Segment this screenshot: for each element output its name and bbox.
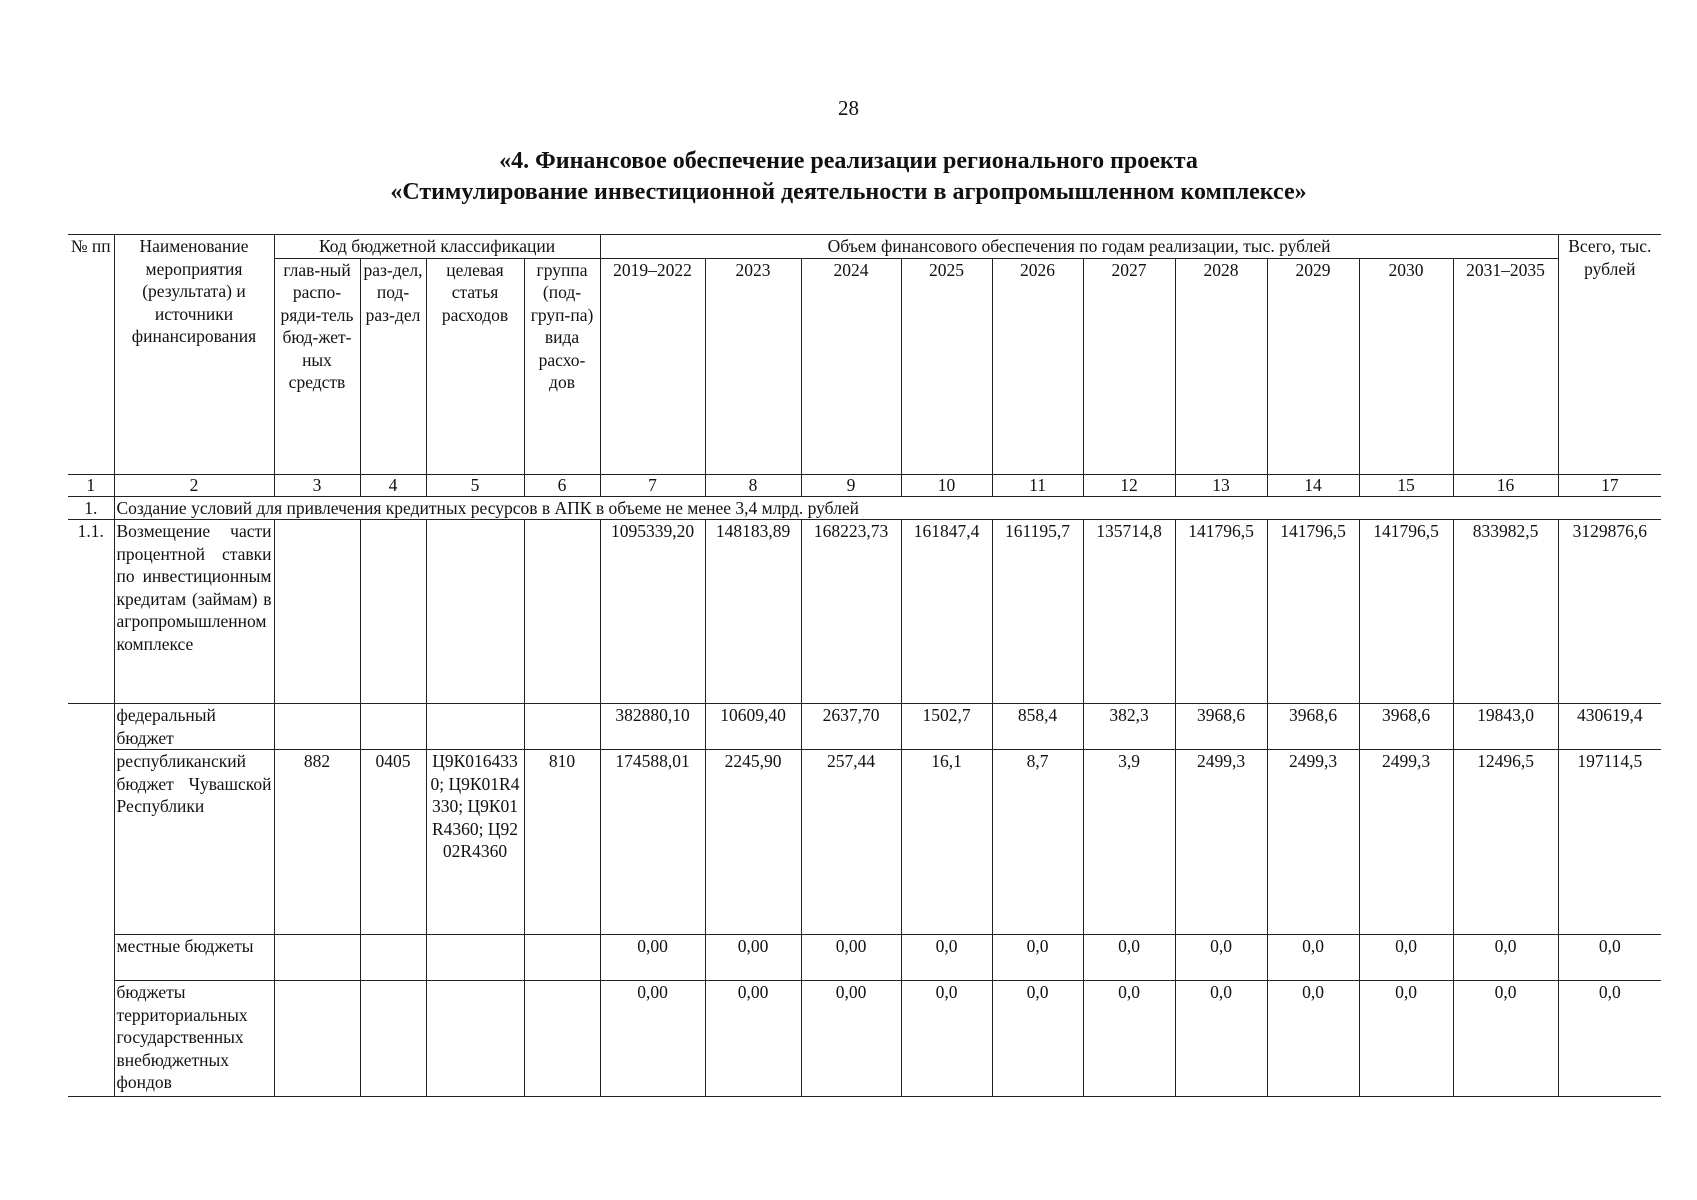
header-year: 2027 [1083,258,1175,474]
cell-value: 10609,40 [705,704,801,750]
cell-value: 141796,5 [1175,520,1267,704]
row-name: Возмещение части процентной ставки по инвестиционным кредитам (займам) в агропромышленном комплексе [114,520,274,704]
cell-gruppa [524,704,600,750]
cell-glav: 882 [274,750,360,935]
cell-value: 0,0 [1359,935,1453,981]
cell-value: 0,0 [1267,935,1359,981]
cell-razdel [360,981,426,1097]
cell-value: 0,0 [1175,935,1267,981]
header-razdel: раз-дел, под-раз-дел [360,258,426,474]
cell-value: 0,00 [600,981,705,1097]
column-number: 12 [1083,474,1175,496]
column-number: 14 [1267,474,1359,496]
cell-value: 0,0 [901,935,992,981]
title-line-1: «4. Финансовое обеспечение реализации регионального проекта [499,148,1198,174]
cell-value: 0,0 [992,981,1083,1097]
cell-celevaya: Ц9К0164330; Ц9К01R4330; Ц9К01R4360; Ц9202R4360 [426,750,524,935]
cell-value: 0,0 [1453,935,1558,981]
row-num [68,704,114,750]
cell-razdel [360,520,426,704]
header-volume: Объем финансового обеспечения по годам реализации, тыс. рублей [600,235,1558,259]
header-year: 2026 [992,258,1083,474]
header-year: 2031–2035 [1453,258,1558,474]
cell-value: 16,1 [901,750,992,935]
cell-value: 1502,7 [901,704,992,750]
header-year: 2030 [1359,258,1453,474]
header-name: Наименование мероприятия (результата) и источники финансирования [114,235,274,475]
cell-value: 833982,5 [1453,520,1558,704]
header-year: 2023 [705,258,801,474]
cell-value: 8,7 [992,750,1083,935]
cell-value: 0,00 [801,981,901,1097]
cell-value: 0,00 [801,935,901,981]
column-number: 16 [1453,474,1558,496]
cell-value: 3,9 [1083,750,1175,935]
cell-razdel [360,935,426,981]
cell-glav [274,981,360,1097]
cell-value: 0,0 [901,981,992,1097]
cell-value: 2499,3 [1267,750,1359,935]
cell-total: 0,0 [1558,935,1661,981]
cell-value: 0,00 [600,935,705,981]
header-glav: глав-ный распо-ряди-тель бюд-жет-ных средств [274,258,360,474]
cell-value: 174588,01 [600,750,705,935]
column-number: 13 [1175,474,1267,496]
header-gruppa: группа (под-груп-па) вида расхо-дов [524,258,600,474]
row-num [68,750,114,935]
cell-value: 0,0 [992,935,1083,981]
column-number: 3 [274,474,360,496]
cell-value: 12496,5 [1453,750,1558,935]
row-num [68,981,114,1097]
cell-value: 2245,90 [705,750,801,935]
header-year: 2025 [901,258,992,474]
cell-value: 0,0 [1083,981,1175,1097]
header-year: 2019–2022 [600,258,705,474]
cell-razdel [360,704,426,750]
cell-value: 3968,6 [1267,704,1359,750]
column-number: 4 [360,474,426,496]
cell-razdel: 0405 [360,750,426,935]
cell-value: 0,0 [1453,981,1558,1097]
row-name: федеральный бюджет [114,704,274,750]
cell-value: 135714,8 [1083,520,1175,704]
header-num: № пп [68,235,114,475]
cell-value: 1095339,20 [600,520,705,704]
column-number: 17 [1558,474,1661,496]
page-number: 28 [838,96,859,120]
cell-total: 197114,5 [1558,750,1661,935]
cell-gruppa [524,935,600,981]
cell-value: 257,44 [801,750,901,935]
cell-gruppa: 810 [524,750,600,935]
row-name: местные бюджеты [114,935,274,981]
column-number: 10 [901,474,992,496]
column-number: 11 [992,474,1083,496]
cell-value: 0,0 [1175,981,1267,1097]
column-number: 2 [114,474,274,496]
cell-value: 2499,3 [1175,750,1267,935]
cell-value: 2637,70 [801,704,901,750]
cell-value: 3968,6 [1359,704,1453,750]
column-number: 6 [524,474,600,496]
cell-glav [274,935,360,981]
header-budget-class: Код бюджетной классификации [274,235,600,259]
title-line-2: «Стимулирование инвестиционной деятельности в агропромышленном комплексе» [390,179,1307,205]
cell-gruppa [524,981,600,1097]
header-total: Всего, тыс. рублей [1558,235,1661,475]
cell-value: 161847,4 [901,520,992,704]
cell-celevaya [426,520,524,704]
header-year: 2029 [1267,258,1359,474]
column-number: 15 [1359,474,1453,496]
cell-value: 148183,89 [705,520,801,704]
cell-celevaya [426,981,524,1097]
row-num: 1.1. [68,520,114,704]
header-year: 2024 [801,258,901,474]
header-celevaya: целевая статья расходов [426,258,524,474]
cell-total: 430619,4 [1558,704,1661,750]
cell-glav [274,704,360,750]
cell-value: 858,4 [992,704,1083,750]
section-title: Создание условий для привлечения кредитных ресурсов в АПК в объеме не менее 3,4 млрд. рублей [114,496,1661,520]
row-num [68,935,114,981]
cell-value: 2499,3 [1359,750,1453,935]
cell-value: 382,3 [1083,704,1175,750]
cell-total: 3129876,6 [1558,520,1661,704]
column-number: 5 [426,474,524,496]
cell-value: 168223,73 [801,520,901,704]
column-number: 9 [801,474,901,496]
cell-value: 0,00 [705,981,801,1097]
row-name: бюджеты территориальных государственных внебюджетных фондов [114,981,274,1097]
cell-celevaya [426,704,524,750]
cell-celevaya [426,935,524,981]
cell-value: 141796,5 [1359,520,1453,704]
header-year: 2028 [1175,258,1267,474]
cell-value: 0,00 [705,935,801,981]
cell-value: 3968,6 [1175,704,1267,750]
cell-value: 141796,5 [1267,520,1359,704]
cell-value: 161195,7 [992,520,1083,704]
row-name: республиканский бюджет Чувашской Республики [114,750,274,935]
section-num: 1. [68,496,114,520]
column-number: 8 [705,474,801,496]
page-title [0,146,1697,208]
cell-total: 0,0 [1558,981,1661,1097]
cell-gruppa [524,520,600,704]
cell-value: 0,0 [1359,981,1453,1097]
column-number: 7 [600,474,705,496]
cell-value: 382880,10 [600,704,705,750]
cell-value: 0,0 [1083,935,1175,981]
cell-glav [274,520,360,704]
cell-value: 0,0 [1267,981,1359,1097]
cell-value: 19843,0 [1453,704,1558,750]
financing-table [68,234,1661,1097]
column-number: 1 [68,474,114,496]
